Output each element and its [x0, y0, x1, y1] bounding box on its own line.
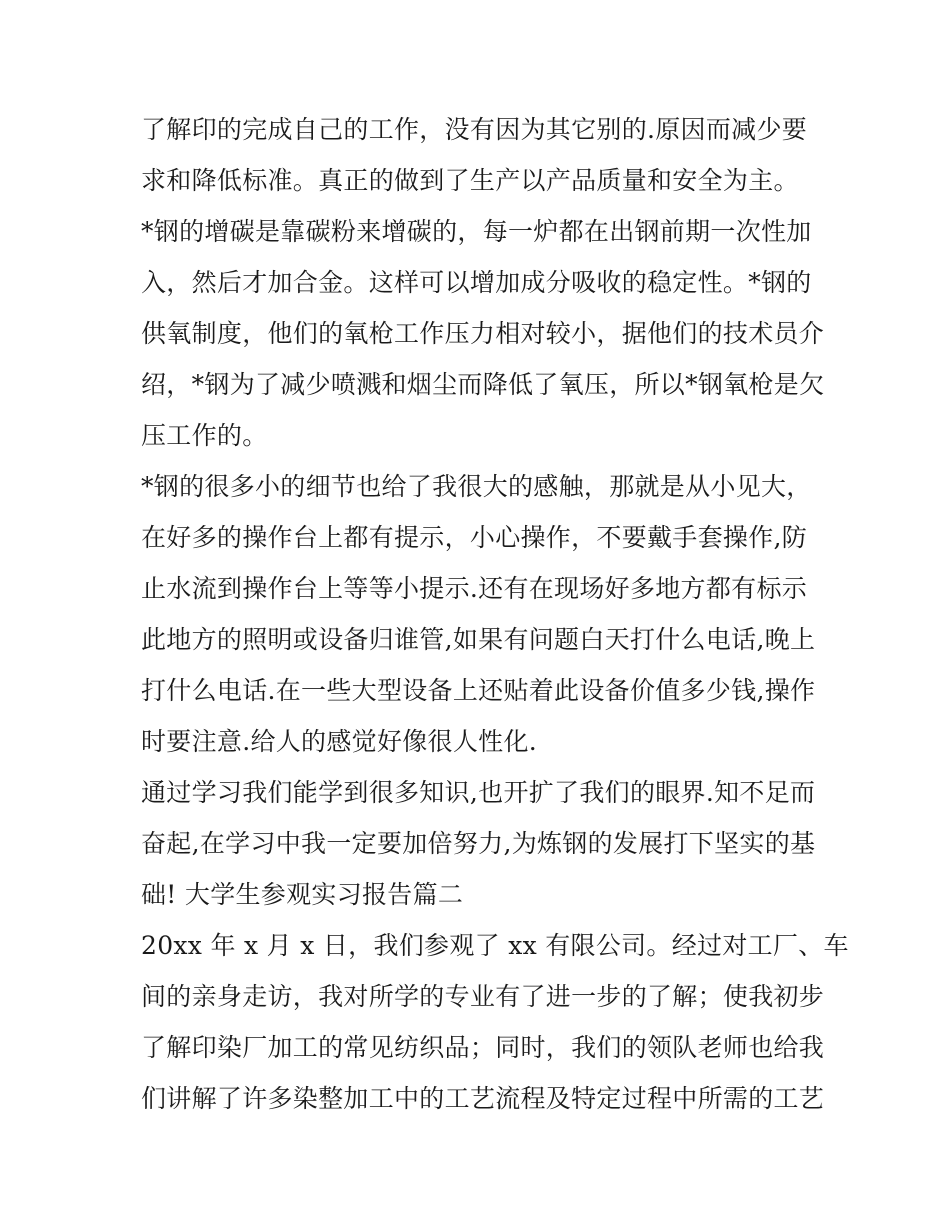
- text-line: 时要注意.给人的感觉好像很人性化.: [141, 727, 537, 756]
- text-line: *钢的增碳是靠碳粉来增碳的，每一炉都在出钢前期一次性加: [141, 217, 812, 246]
- text-line: 入，然后才加合金。这样可以增加成分吸收的稳定性。*钢的: [141, 268, 812, 297]
- text-line: 通过学习我们能学到很多知识,也开扩了我们的眼界.知不足而: [141, 778, 816, 807]
- text-line: 供氧制度，他们的氧枪工作压力相对较小，据他们的技术员介: [141, 319, 825, 348]
- text-line: 在好多的操作台上都有提示，小心操作，不要戴手套操作,防: [141, 523, 808, 552]
- text-line: 打什么电话.在一些大型设备上还贴着此设备价值多少钱,操作: [141, 676, 816, 705]
- text-line: 止水流到操作台上等等小提示.还有在现场好多地方都有标示: [141, 574, 808, 603]
- text-line: 奋起,在学习中我一定要加倍努力,为炼钢的发展打下坚实的基: [141, 829, 816, 858]
- section-heading-line: 础! 大学生参观实习报告篇二: [141, 880, 464, 909]
- text-line: 们讲解了许多染整加工中的工艺流程及特定过程中所需的工艺: [141, 1084, 825, 1113]
- text-line: 了解印染厂加工的常见纺织品；同时，我们的领队老师也给我: [141, 1033, 825, 1062]
- text-line: 间的亲身走访，我对所学的专业有了进一步的了解；使我初步: [141, 982, 825, 1011]
- text-line: 绍，*钢为了减少喷溅和烟尘而降低了氧压，所以*钢氧枪是欠: [141, 370, 825, 399]
- text-line: 20xx 年 x 月 x 日，我们参观了 xx 有限公司。经过对工厂、车: [141, 931, 849, 960]
- text-line: 求和降低标准。真正的做到了生产以产品质量和安全为主。: [141, 166, 799, 195]
- text-line: 此地方的照明或设备归谁管,如果有问题白天打什么电话,晚上: [141, 625, 816, 654]
- body-text: [141, 104, 849, 1124]
- text-line: *钢的很多小的细节也给了我很大的感触，那就是从小见大，: [141, 472, 812, 501]
- text-line: 压工作的。: [141, 421, 268, 450]
- text-line: 了解印的完成自己的工作，没有因为其它别的.原因而减少要: [141, 115, 808, 144]
